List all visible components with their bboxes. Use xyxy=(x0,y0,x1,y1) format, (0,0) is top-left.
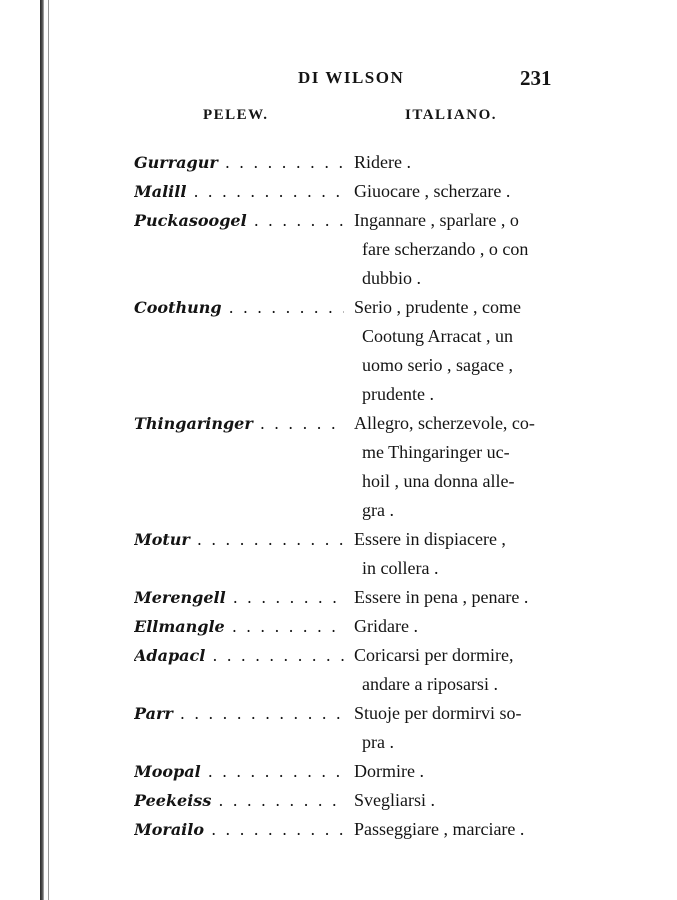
italian-definition: Ingannare , sparlare , o xyxy=(354,210,519,230)
italian-definition: Passeggiare , marciare . xyxy=(354,819,525,839)
glossary-list xyxy=(0,148,677,844)
pelew-term: Coothung . . . xyxy=(134,293,344,322)
italian-definition-continued: gra . xyxy=(362,500,394,520)
pelew-term: Motur . . . xyxy=(134,525,344,554)
pelew-term: Peekeiss . . . xyxy=(134,786,344,815)
column-header-italiano: ITALIANO. xyxy=(405,107,497,123)
italian-definition-continued: hoil , una donna alle- xyxy=(362,471,515,491)
italian-definition-continued: fare scherzando , o con xyxy=(362,239,529,259)
glossary-entry xyxy=(0,148,677,177)
glossary-entry xyxy=(0,612,677,641)
pelew-term: Morailo . . . xyxy=(134,815,344,844)
italian-definition-continued: uomo serio , sagace , xyxy=(362,355,513,375)
italian-definition: Coricarsi per dormire, xyxy=(354,645,514,665)
italian-definition-continued: me Thingaringer uc- xyxy=(362,442,510,462)
glossary-entry xyxy=(0,525,677,583)
italian-definition-continued: andare a riposarsi . xyxy=(362,674,498,694)
italian-definition: Serio , prudente , come xyxy=(354,297,521,317)
page-number: 231 xyxy=(520,66,552,90)
pelew-term: Thingaringer . . . xyxy=(134,409,344,438)
italian-definition: Svegliarsi . xyxy=(354,790,435,810)
glossary-entry xyxy=(0,177,677,206)
italian-definition: Gridare . xyxy=(354,616,418,636)
pelew-term: Moopal . . . xyxy=(134,757,344,786)
glossary-entry xyxy=(0,583,677,612)
glossary-entry xyxy=(0,206,677,293)
italian-definition-continued: pra . xyxy=(362,732,394,752)
italian-definition-continued: in collera . xyxy=(362,558,439,578)
pelew-term: Ellmangle . . . xyxy=(134,612,344,641)
pelew-term: Adapacl . . . xyxy=(134,641,344,670)
glossary-entry xyxy=(0,815,677,844)
glossary-entry xyxy=(0,293,677,409)
running-head: DI WILSON xyxy=(298,68,405,87)
glossary-entry xyxy=(0,409,677,525)
italian-definition-continued: dubbio . xyxy=(362,268,422,288)
glossary-entry xyxy=(0,786,677,815)
italian-definition: Ridere . xyxy=(354,152,411,172)
column-header-pelew: PELEW. xyxy=(203,107,269,123)
glossary-entry xyxy=(0,699,677,757)
italian-definition: Essere in pena , penare . xyxy=(354,587,529,607)
italian-definition: Dormire . xyxy=(354,761,424,781)
page-header xyxy=(0,64,677,96)
italian-definition: Giuocare , scherzare . xyxy=(354,181,511,201)
pelew-term: Gurragur . . . xyxy=(134,148,344,177)
italian-definition-continued: prudente . xyxy=(362,384,434,404)
italian-definition: Stuoje per dormirvi so- xyxy=(354,703,522,723)
pelew-term: Parr . . . xyxy=(134,699,344,728)
pelew-term: Puckasoogel . . . xyxy=(134,206,344,235)
glossary-entry xyxy=(0,757,677,786)
pelew-term: Merengell . . . xyxy=(134,583,344,612)
italian-definition: Essere in dispiacere , xyxy=(354,529,506,549)
italian-definition-continued: Cootung Arracat , un xyxy=(362,326,513,346)
pelew-term: Malill . . . xyxy=(134,177,344,206)
glossary-entry xyxy=(0,641,677,699)
italian-definition: Allegro, scherzevole, co- xyxy=(354,413,535,433)
